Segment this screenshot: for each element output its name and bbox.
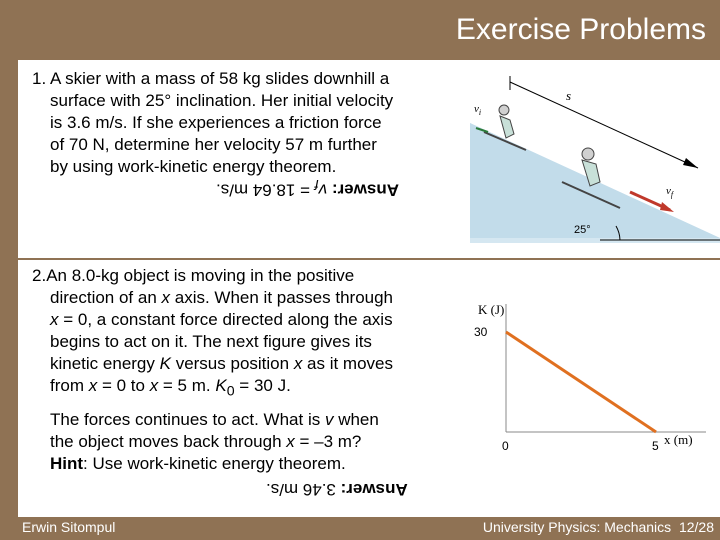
x-axis-label: x (m) <box>664 432 693 447</box>
problem-1-line-3: is 3.6 m/s. If she experiences a friction force <box>50 113 382 132</box>
problem-2-line-4: begins to act on it. The next figure gives its <box>50 332 372 351</box>
label-angle: 25° <box>574 224 591 236</box>
footer-course <box>483 519 714 535</box>
label-vi: $v_i$ <box>474 103 482 117</box>
problem-2 <box>32 265 472 402</box>
problem-2-line-5: kinetic energy K versus position x as it moves <box>50 354 394 373</box>
problem-2-number: 2. <box>32 266 47 285</box>
x-tick-label-5: 5 <box>652 439 659 453</box>
continuation-line-1: The forces continues to act. What is v when <box>50 410 379 429</box>
x-tick-label-0: 0 <box>502 439 509 453</box>
problem-1-answer <box>216 176 399 199</box>
vf-arrow-icon <box>660 202 674 212</box>
problem-2-line-6: from x = 0 to x = 5 m. $K_0 = 30$ J. <box>50 376 291 400</box>
y-axis-label: K (J) <box>478 302 505 317</box>
answer-label: Answer: <box>340 480 408 499</box>
problem-2-line-3: x = 0, a constant force directed along the axis <box>50 310 393 329</box>
answer-sub: f <box>314 176 319 192</box>
continuation-line-2: the object moves back through x = –3 m? <box>50 432 362 451</box>
slide-content <box>18 60 720 517</box>
problem-1 <box>32 68 472 178</box>
answer-value: 3.46 m/s. <box>266 480 341 499</box>
series-line <box>506 332 656 432</box>
problem-2-line-2: direction of an x axis. When it passes through <box>50 288 394 307</box>
problem-1-line-4: of 70 N, determine her velocity 57 m further <box>50 135 377 154</box>
label-vf: $v_f$ <box>666 185 674 199</box>
problem-2-line-1: An 8.0-kg object is moving in the positive <box>46 266 355 285</box>
answer-label: Answer: <box>331 180 400 200</box>
problem-1-line-2: surface with 25° inclination. Her initial velocity <box>50 91 394 110</box>
hint-line: Hint: Use work-kinetic energy theorem. <box>50 454 346 473</box>
answer-value: = 18.64 m/s. <box>216 180 311 200</box>
section-divider <box>18 258 720 260</box>
page-number: 12/28 <box>678 519 714 535</box>
distance-arrow-icon <box>683 158 698 168</box>
problem-2-continuation <box>50 409 470 475</box>
skier-incline-figure <box>470 68 720 243</box>
kinetic-energy-chart <box>470 292 720 462</box>
y-tick-label-30: 30 <box>474 325 488 339</box>
footer-course-name: University Physics: Mechanics <box>482 519 672 535</box>
answer-symbol: v <box>318 180 328 200</box>
problem-2-answer <box>266 479 408 499</box>
problem-1-number: 1. <box>32 69 47 88</box>
footer-author: Erwin Sitompul <box>22 519 116 535</box>
problem-1-line-5: by using work-kinetic energy theorem. <box>50 157 337 176</box>
label-s: s <box>566 88 572 103</box>
problem-1-line-1: A skier with a mass of 58 kg slides downhill a <box>50 69 390 88</box>
page-title: Exercise Problems <box>455 13 706 46</box>
